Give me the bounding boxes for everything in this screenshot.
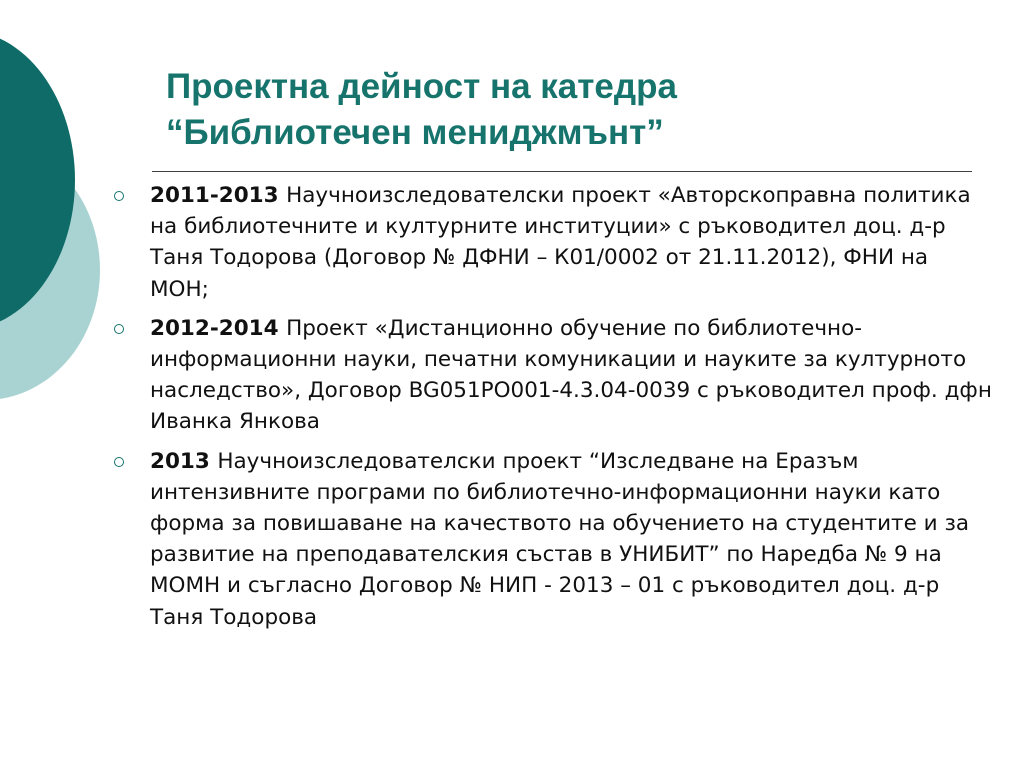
project-description: Проект «Дистанционно обучение по библиотечно-информационни науки, печатни комуникации и науките за културното наследство», Договор BG051PO001-4.3.04-0039 с ръководител проф. дфн Иванка Янкова xyxy=(150,315,992,435)
project-years: 2013 xyxy=(150,448,218,474)
slide-title xyxy=(166,64,677,156)
project-years: 2012-2014 xyxy=(150,315,287,341)
title-divider xyxy=(152,171,972,172)
hollow-circle-bullet-icon xyxy=(114,324,124,334)
project-description: Научноизследователски проект «Авторскоправна политика на библиотечните и културните институции» с ръководител доц. д-р Таня Тодорова (Договор № ДФНИ – К01/0002 от 21.11.2012), ФНИ на МОН; xyxy=(150,183,971,302)
slide-title-line-1: Проектна дейност на катедра xyxy=(166,67,677,106)
project-description: Научноизследователски проект “Изследване на Еразъм интензивните програми по библиотечно-информационни науки като форма за повишаване на качеството на обучението на студентите и за развитие на преподавателския състав в УНИБИТ” по Наредба № 9 на МОМН и съгласно Договор № НИП - 2013 – 01 с ръководител доц. д-р Таня Тодорова xyxy=(150,448,970,630)
project-item-2013 xyxy=(112,446,992,633)
hollow-circle-bullet-icon xyxy=(114,457,124,467)
project-item-2011-2013 xyxy=(112,180,992,305)
slide-title-line-2: “Библиотечен мениджмънт” xyxy=(166,113,664,152)
hollow-circle-bullet-icon xyxy=(114,191,124,201)
project-list xyxy=(112,180,992,641)
project-years: 2011-2013 xyxy=(150,183,287,208)
project-item-2012-2014 xyxy=(112,313,992,438)
